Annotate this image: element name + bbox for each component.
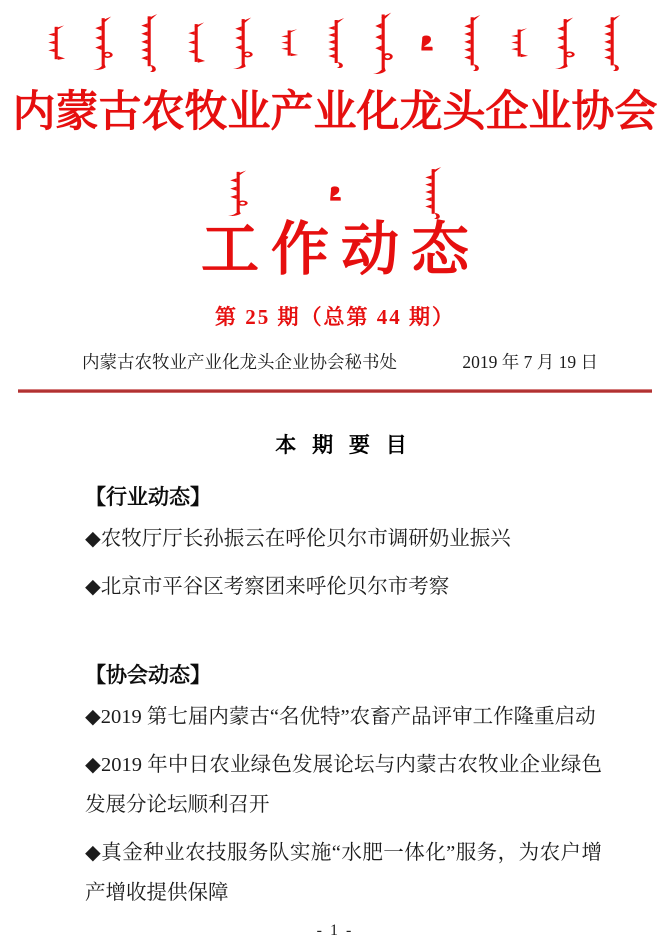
mongolian-script-word: [228, 170, 248, 216]
newsletter-title: 工作动态: [200, 217, 481, 283]
contents-title: 本 期 要 目: [275, 434, 412, 458]
toc-item: ◆农牧厅厅长孙振云在呼伦贝尔市调研奶业振兴: [85, 528, 511, 551]
mongolian-script-word: [555, 17, 575, 69]
publish-date: 2019 年 7 月 19 日: [462, 352, 598, 373]
contents-section: [85, 429, 602, 913]
toc-item: ◆2019 第七届内蒙古“名优特”农畜产品评审工作隆重启动: [85, 706, 596, 729]
organization-title: 内蒙古农牧业产业化龙头企业协会: [12, 89, 658, 136]
issue-number: 第 25 期（总第 44 期）: [215, 305, 455, 330]
mongolian-script-word: [186, 22, 206, 64]
mongolian-script-word: [328, 185, 343, 202]
page-number: - 1 -: [316, 922, 354, 939]
mongolian-script-row-top: [46, 10, 622, 76]
publisher-name: 内蒙古农牧业产业化龙头企业协会秘书处: [82, 352, 397, 373]
mongolian-script-word: [373, 12, 393, 74]
mongolian-script-word: [326, 18, 346, 68]
mongolian-script-word: [462, 15, 482, 71]
mongolian-script-word: [419, 34, 435, 52]
mongolian-script-word: [139, 14, 159, 72]
mongolian-script-word: [602, 15, 622, 71]
mongolian-script-row-subtitle: [0, 167, 670, 219]
mongolian-script-word: [93, 16, 113, 70]
section-heading-industry: 【行业动态】: [85, 486, 211, 510]
divider-rule: [18, 389, 652, 393]
toc-item: ◆真金种业农技服务队实施“水肥一体化”服务，为农户增产增收提供保障: [85, 842, 602, 905]
mongolian-script-word: [233, 17, 253, 69]
toc-item: ◆北京市平谷区考察团来呼伦贝尔市考察: [85, 576, 450, 599]
mongolian-script-word: [509, 28, 529, 58]
mongolian-script-word: [279, 29, 299, 57]
mongolian-script-word: [423, 167, 443, 219]
toc-item: ◆2019 年中日农业绿色发展论坛与内蒙古农牧业企业绿色发展分论坛顺利召开: [85, 754, 602, 817]
section-heading-association: 【协会动态】: [85, 664, 211, 688]
mongolian-script-word: [46, 25, 66, 61]
byline-row: [82, 349, 598, 374]
